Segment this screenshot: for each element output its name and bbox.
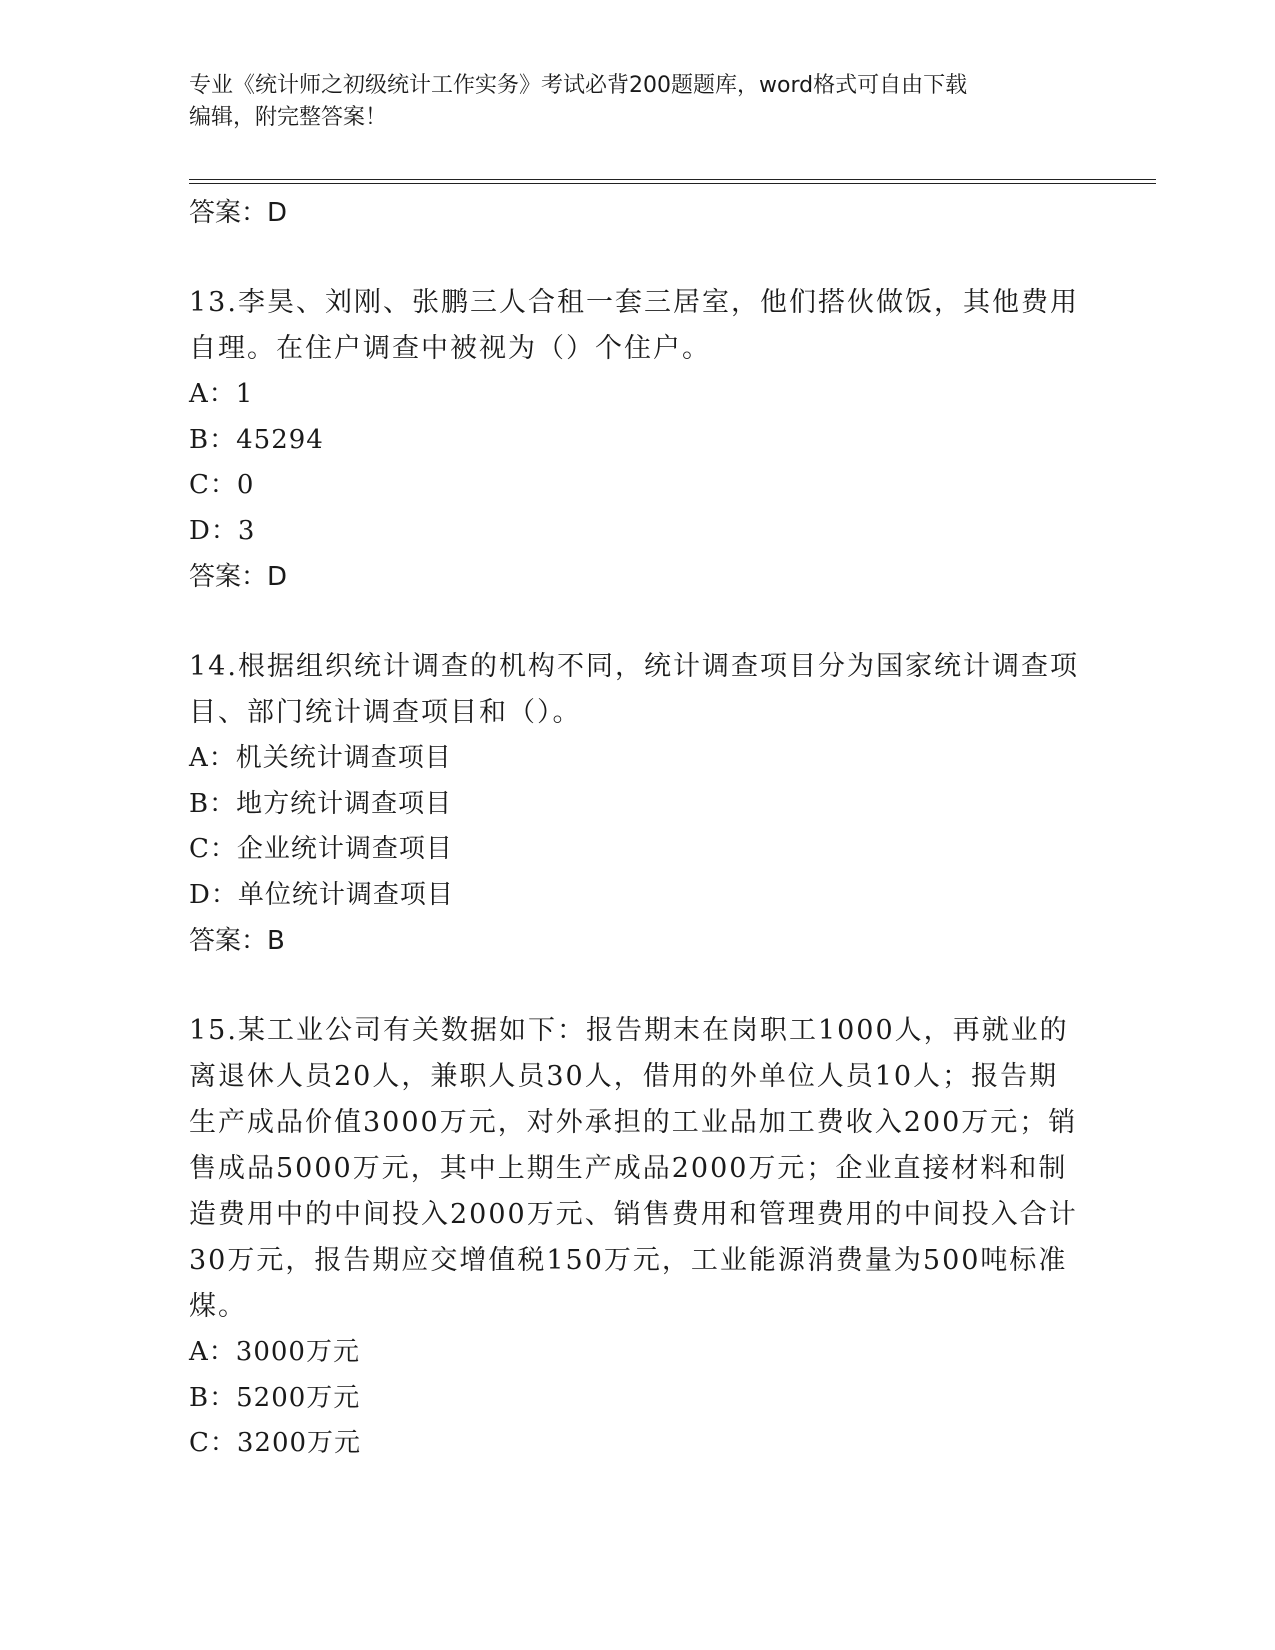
question-13-line-2: 自理。在住户调查中被视为（）个住户。 xyxy=(189,333,711,364)
question-14 xyxy=(189,644,1089,964)
header-line-2: 编辑，附完整答案！ xyxy=(189,105,388,130)
question-15-line-3: 生产成品价值3000万元，对外承担的工业品加工费收入200万元；销 xyxy=(189,1107,1078,1138)
question-15-line-1: 15.某工业公司有关数据如下：报告期末在岗职工1000人，再就业的 xyxy=(189,1015,1069,1046)
spacer xyxy=(189,236,1089,280)
header-line-1: 专业《统计师之初级统计工作实务》考试必背200题题库，word格式可自由下载 xyxy=(189,73,968,98)
question-13 xyxy=(189,280,1089,600)
question-14-line-1: 14.根据组织统计调查的机构不同，统计调查项目分为国家统计调查项 xyxy=(189,651,1079,682)
question-13-option-d: D：3 xyxy=(189,515,256,546)
question-15-line-2: 离退休人员20人，兼职人员30人，借用的外单位人员10人；报告期 xyxy=(189,1061,1059,1092)
question-13-option-a: A：1 xyxy=(189,379,254,409)
question-14-line-2: 目、部门统计调查项目和（）。 xyxy=(189,697,582,728)
question-list xyxy=(189,190,1089,1467)
question-13-option-c: C：0 xyxy=(189,470,255,500)
question-15 xyxy=(189,1008,1089,1467)
question-14-answer: 答案：B xyxy=(189,926,285,956)
question-14-option-d: D：单位统计调查项目 xyxy=(189,879,454,910)
question-15-line-7: 煤。 xyxy=(189,1291,247,1322)
question-15-line-4: 售成品5000万元，其中上期生产成品2000万元；企业直接材料和制 xyxy=(189,1153,1068,1184)
answer-prev: 答案：D xyxy=(189,198,288,228)
question-15-option-c: C：3200万元 xyxy=(189,1428,362,1458)
question-13-option-b: B：45294 xyxy=(189,424,324,455)
question-14-option-c: C：企业统计调查项目 xyxy=(189,834,453,864)
question-14-option-b: B：地方统计调查项目 xyxy=(189,788,453,819)
question-15-line-5: 造费用中的中间投入2000万元、销售费用和管理费用的中间投入合计 xyxy=(189,1199,1078,1230)
question-13-answer: 答案：D xyxy=(189,562,288,592)
page-header xyxy=(189,70,1089,134)
spacer xyxy=(189,600,1089,644)
question-15-line-6: 30万元，报告期应交增值税150万元，工业能源消费量为500吨标准 xyxy=(189,1245,1068,1276)
question-13-line-1: 13.李昊、刘刚、张鹏三人合租一套三居室，他们搭伙做饭，其他费用 xyxy=(189,287,1079,318)
spacer xyxy=(189,964,1089,1008)
question-15-option-b: B：5200万元 xyxy=(189,1382,361,1413)
header-divider xyxy=(189,179,1156,184)
question-15-option-a: A：3000万元 xyxy=(189,1337,360,1367)
question-14-option-a: A：机关统计调查项目 xyxy=(189,743,452,773)
